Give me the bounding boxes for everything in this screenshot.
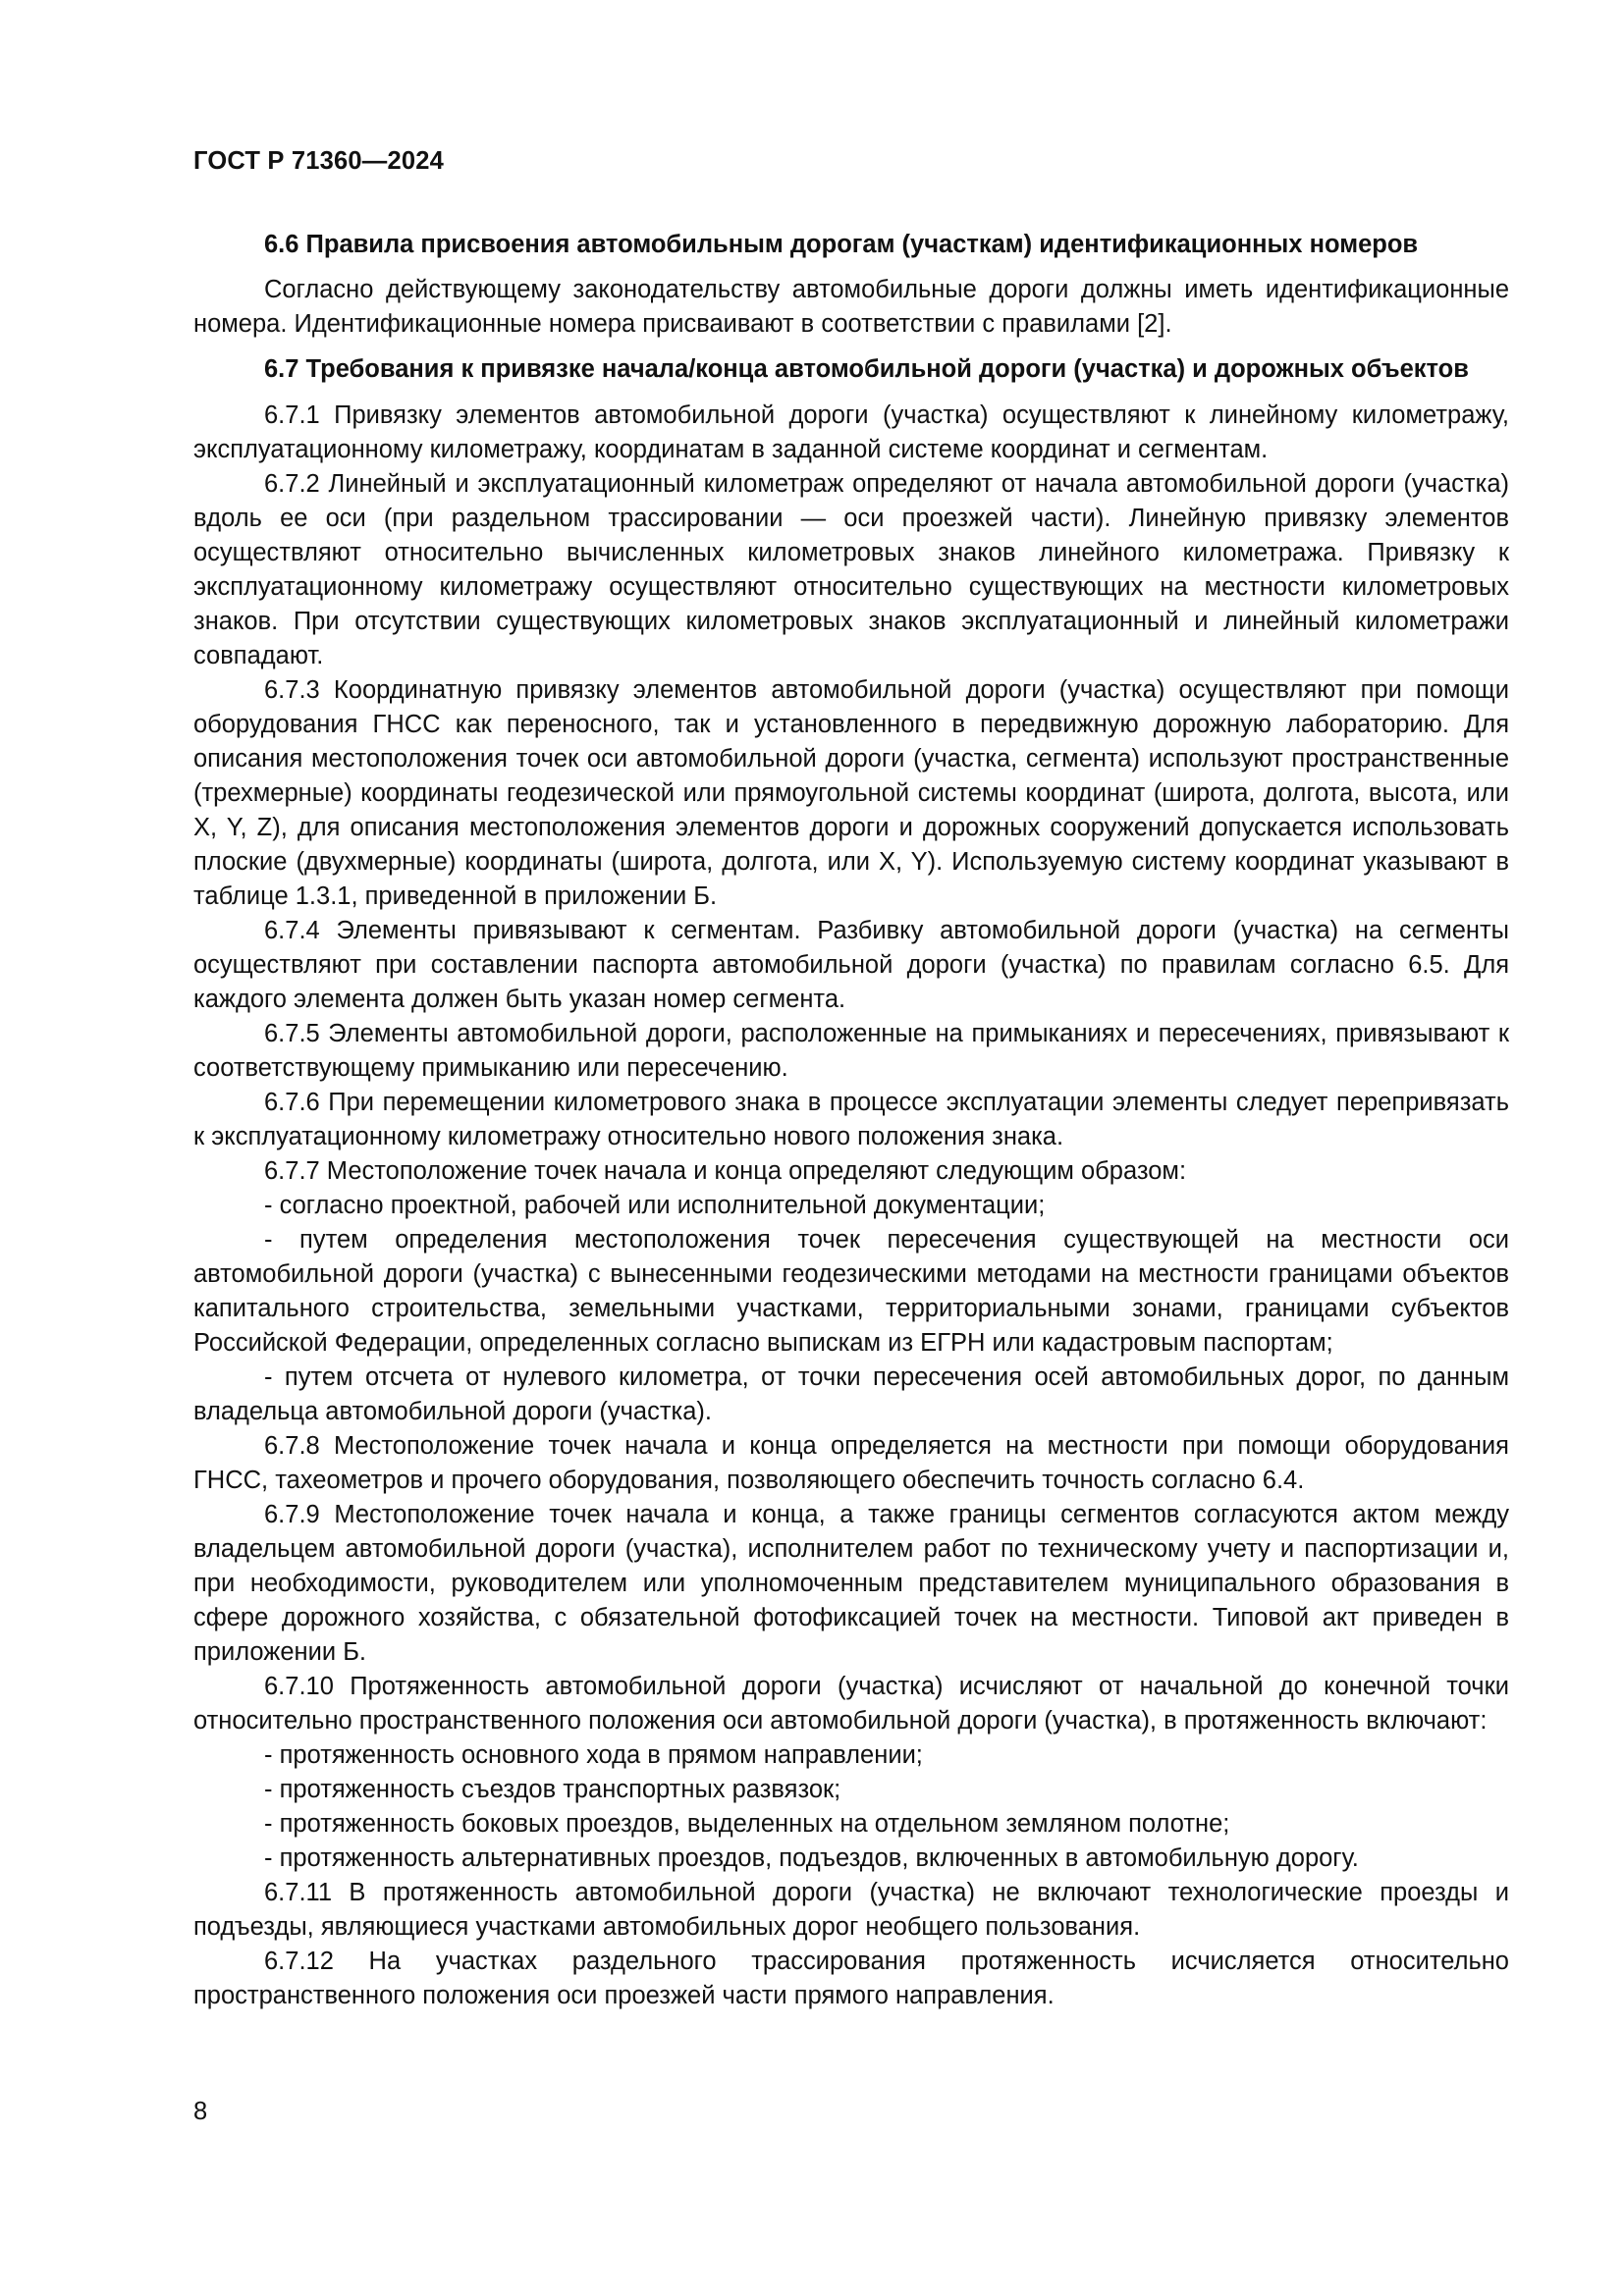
list-item-6-7-7-c: - путем отсчета от нулевого километра, от точки пересечения осей автомобильных дорог, по данным владельца автомобильной дороги (участка). <box>193 1363 1509 1425</box>
paragraph-6-7-11: 6.7.11 В протяженность автомобильной дороги (участка) не включают технологические проезды и подъезды, являющиеся участками автомобильных дорог необщего пользования. <box>193 1879 1509 1941</box>
paragraph-6-7-7: 6.7.7 Местоположение точек начала и конца определяют следующим образом: <box>264 1157 1187 1185</box>
list-item-6-7-7-b: - путем определения местоположения точек пересечения существующей на местности оси автомобильной дороги (участка) с вынесенными геодезическими методами на местности границами объектов капитального строительства, земельными участками, территориальными зонами, границами субъектов Российской Федерации, определенных согласно выпискам из ЕГРН или кадастровым паспортам; <box>193 1226 1509 1357</box>
paragraph-6-7-12: 6.7.12 На участках раздельного трассирования протяженность исчисляется относительно пространственного положения оси проезжей части прямого направления. <box>193 1948 1509 2009</box>
paragraph-6-7-10: 6.7.10 Протяженность автомобильной дороги (участка) исчисляют от начальной до конечной точки относительно пространственного положения оси автомобильной дороги (участка), в протяженность включают: <box>193 1673 1509 1735</box>
list-item-6-7-10-a: - протяженность основного хода в прямом направлении; <box>264 1741 923 1769</box>
paragraph-6-7-5: 6.7.5 Элементы автомобильной дороги, расположенные на примыканиях и пересечениях, привязывают к соответствующему примыканию или пересечению. <box>193 1020 1509 1082</box>
section-6-7-title: 6.7 Требования к привязке начала/конца автомобильной дороги (участка) и дорожных объектов <box>264 355 1469 383</box>
list-item-6-7-7-a: - согласно проектной, рабочей или исполнительной документации; <box>264 1192 1046 1219</box>
document-code-header: ГОСТ Р 71360—2024 <box>193 147 445 175</box>
document-body <box>193 229 1509 2013</box>
paragraph-6-7-6: 6.7.6 При перемещении километрового знака в процессе эксплуатации элементы следует перепривязать к эксплуатационному километражу относительно нового положения знака. <box>193 1089 1509 1150</box>
list-item-6-7-10-c: - протяженность боковых проездов, выделенных на отдельном земляном полотне; <box>264 1810 1230 1838</box>
paragraph-6-7-4: 6.7.4 Элементы привязывают к сегментам. Разбивку автомобильной дороги (участка) на сегменты осуществляют при составлении паспорта автомобильной дороги (участка) по правилам согласно 6.5. Для каждого элемента должен быть указан номер сегмента. <box>193 917 1509 1013</box>
list-item-6-7-10-b: - протяженность съездов транспортных развязок; <box>264 1776 841 1803</box>
page-number: 8 <box>193 2098 208 2125</box>
list-item-6-7-10-d: - протяженность альтернативных проездов, подъездов, включенных в автомобильную дорогу. <box>264 1844 1359 1872</box>
paragraph-6-7-3: 6.7.3 Координатную привязку элементов автомобильной дороги (участка) осуществляют при помощи оборудования ГНСС как переносного, так и установленного в передвижную дорожную лабораторию. Для описания местоположения точек оси автомобильной дороги (участка, сегмента) используют пространственные (трехмерные) координаты геодезической или прямоугольной системы координат (широта, долгота, высота, или X, Y, Z), для описания местоположения элементов дороги и дорожных сооружений допускается использовать плоские (двухмерные) координаты (широта, долгота, или X, Y). Используемую систему координат указывают в таблице 1.3.1, приведенной в приложении Б. <box>193 676 1509 910</box>
section-6-6-title: 6.6 Правила присвоения автомобильным дорогам (участкам) идентификационных номеров <box>264 231 1419 258</box>
paragraph-6-6: Согласно действующему законодательству автомобильные дороги должны иметь идентификационные номера. Идентификационные номера присваивают в соответствии с правилами [2]. <box>193 276 1509 338</box>
paragraph-6-7-8: 6.7.8 Местоположение точек начала и конца определяется на местности при помощи оборудования ГНСС, тахеометров и прочего оборудования, позволяющего обеспечить точность согласно 6.4. <box>193 1432 1509 1494</box>
paragraph-6-7-1: 6.7.1 Привязку элементов автомобильной дороги (участка) осуществляют к линейному километражу, эксплуатационному километражу, координатам в заданной системе координат и сегментам. <box>193 401 1509 463</box>
paragraph-6-7-9: 6.7.9 Местоположение точек начала и конца, а также границы сегментов согласуются актом между владельцем автомобильной дороги (участка), исполнителем работ по техническому учету и паспортизации и, при необходимости, руководителем или уполномоченным представителем муниципального образования в сфере дорожного хозяйства, с обязательной фотофиксацией точек на местности. Типовой акт приведен в приложении Б. <box>193 1501 1509 1666</box>
paragraph-6-7-2: 6.7.2 Линейный и эксплуатационный километраж определяют от начала автомобильной дороги (участка) вдоль ее оси (при раздельном трассировании — оси проезжей части). Линейную привязку элементов осуществляют относительно вычисленных километровых знаков линейного километража. Привязку к эксплуатационному километражу осуществляют относительно существующих на местности километровых знаков. При отсутствии существующих километровых знаков эксплуатационный и линейный километражи совпадают. <box>193 470 1509 669</box>
